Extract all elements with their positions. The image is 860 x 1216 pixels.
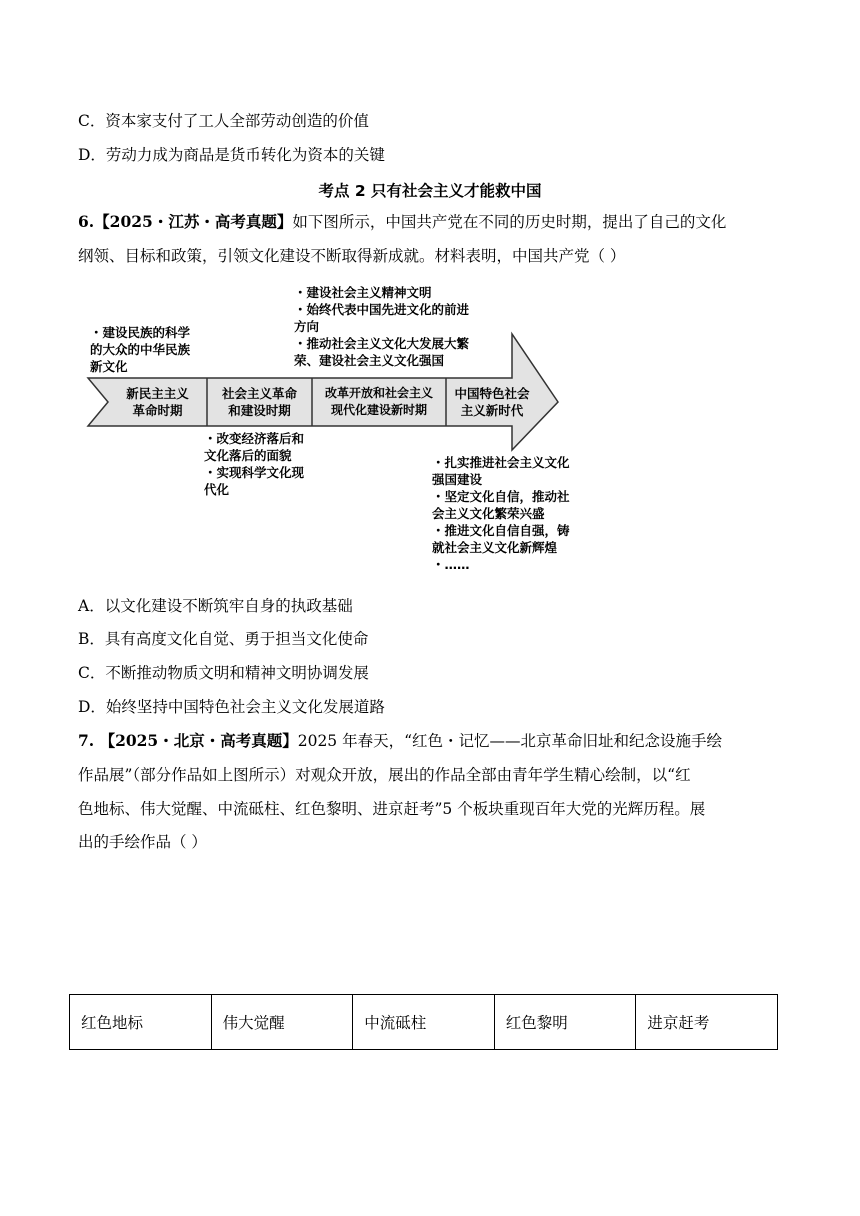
q7-stem-line4: 出的手绘作品（ ） bbox=[78, 833, 207, 851]
q6-option-c: C．不断推动物质文明和精神文明协调发展 bbox=[78, 664, 369, 682]
q6-stem-text1: 如下图所示，中国共产党在不同的历史时期，提出了自己的文化 bbox=[292, 213, 727, 231]
stage4-notes: ・扎实推进社会主义文化 强国建设 ・坚定文化自信，推动社 会主义文化繁荣兴盛 ・推进文化自信自强，铸 就社会主义文化新辉煌 ・…… bbox=[432, 455, 570, 572]
table-cell: 中流砥柱 bbox=[353, 995, 495, 1050]
q6-option-a: A．以文化建设不断筑牢自身的执政基础 bbox=[78, 597, 353, 615]
q6-option-d: D．始终坚持中国特色社会主义文化发展道路 bbox=[78, 698, 385, 716]
table-row bbox=[70, 995, 778, 1050]
stage-1: 新民主主义 革命时期 bbox=[126, 386, 189, 418]
table-cell: 伟大觉醒 bbox=[211, 995, 353, 1050]
stage2-notes: ・改变经济落后和 文化落后的面貌 ・实现科学文化现 代化 bbox=[204, 431, 305, 497]
q6-stem-line1 bbox=[78, 212, 726, 232]
q7-source: 7. 【2025・北京・高考真题】 bbox=[78, 731, 298, 750]
stage1-notes: ・建设民族的科学 的大众的中华民族 新文化 bbox=[90, 325, 191, 374]
table-cell: 红色地标 bbox=[70, 995, 212, 1050]
table-cell: 红色黎明 bbox=[494, 995, 636, 1050]
option-d-prev: D．劳动力成为商品是货币转化为资本的关键 bbox=[78, 146, 385, 164]
table-cell: 进京赶考 bbox=[636, 995, 778, 1050]
stage-4: 中国特色社会 主义新时代 bbox=[454, 386, 530, 418]
q7-stem-text1: 2025 年春天，“红色・记忆——北京革命旧址和纪念设施手绘 bbox=[297, 732, 723, 750]
timeline-diagram bbox=[86, 282, 606, 572]
q7-works-table bbox=[69, 994, 778, 1050]
q6-stem-line2: 纲领、目标和政策，引领文化建设不断取得新成就。材料表明，中国共产党（ ） bbox=[78, 247, 626, 265]
q7-stem-line3: 色地标、伟大觉醒、中流砥柱、红色黎明、进京赶考”5 个板块重现百年大党的光辉历程。展 bbox=[78, 800, 706, 818]
stage-3: 改革开放和社会主义 现代化建设新时期 bbox=[324, 386, 433, 417]
stage-2: 社会主义革命 和建设时期 bbox=[221, 386, 297, 418]
option-c-prev: C．资本家支付了工人全部劳动创造的价值 bbox=[78, 112, 369, 130]
q6-source: 6.【2025・江苏・高考真题】 bbox=[78, 212, 293, 231]
stage3-notes: ・建设社会主义精神文明 ・始终代表中国先进文化的前进 方向 ・推动社会主义文化大发展大繁 荣、建设社会主义文化强国 bbox=[294, 285, 470, 368]
q7-stem-line2: 作品展”（部分作品如上图所示）对观众开放，展出的作品全部由青年学生精心绘制，以“红 bbox=[78, 766, 691, 784]
q7-stem-line1 bbox=[78, 731, 722, 751]
section-heading: 考点 2 只有社会主义才能救中国 bbox=[318, 182, 542, 200]
q6-option-b: B．具有高度文化自觉、勇于担当文化使命 bbox=[78, 630, 369, 648]
